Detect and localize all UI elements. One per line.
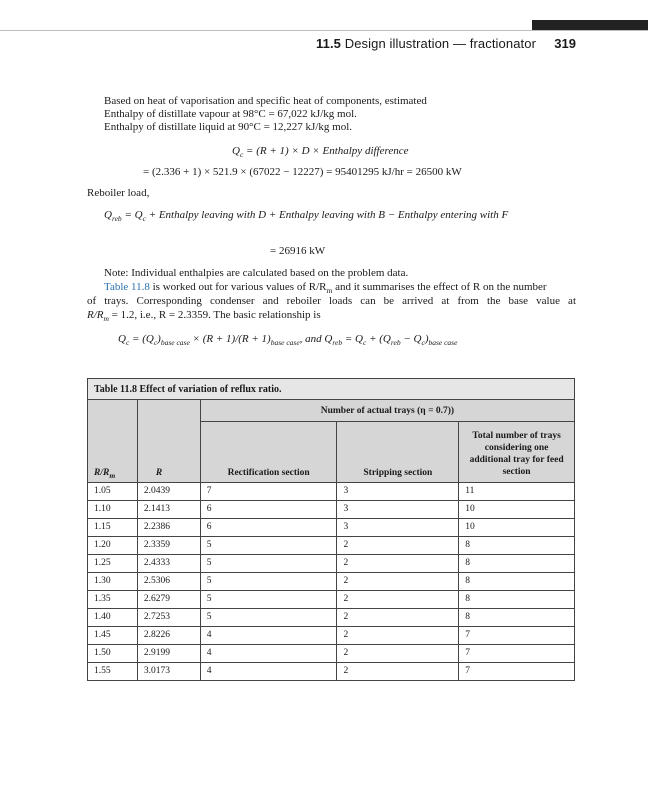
table-caption: Table 11.8 Effect of variation of reflux ratio.	[88, 379, 575, 400]
cell-rectification: 7	[200, 482, 337, 500]
cell-stripping: 2	[337, 590, 459, 608]
table-row	[88, 572, 575, 590]
cell-r: 2.2386	[137, 518, 200, 536]
cell-rrm: 1.50	[88, 644, 138, 662]
table-body	[88, 482, 575, 680]
cell-stripping: 3	[337, 518, 459, 536]
cell-stripping: 2	[337, 536, 459, 554]
cell-r: 2.8226	[137, 626, 200, 644]
table-row	[88, 626, 575, 644]
cell-r: 3.0173	[137, 662, 200, 680]
cell-rrm: 1.40	[88, 608, 138, 626]
cell-stripping: 3	[337, 500, 459, 518]
table-row	[88, 482, 575, 500]
cell-rectification: 6	[200, 500, 337, 518]
cell-total: 10	[459, 518, 575, 536]
cell-rectification: 4	[200, 662, 337, 680]
corner-cell	[88, 400, 138, 422]
cell-stripping: 2	[337, 608, 459, 626]
cell-rectification: 5	[200, 608, 337, 626]
cell-rrm: 1.30	[88, 572, 138, 590]
cell-rrm: 1.15	[88, 518, 138, 536]
cell-rectification: 5	[200, 554, 337, 572]
cell-stripping: 2	[337, 626, 459, 644]
col-header-stripping: Stripping section	[337, 422, 459, 483]
equation-condenser: $Q_c = (R + 1) \times D$ × Enthalpy difference	[232, 145, 409, 160]
table-row	[88, 644, 575, 662]
cell-r: 2.9199	[137, 644, 200, 662]
cell-rectification: 5	[200, 572, 337, 590]
table-row	[88, 536, 575, 554]
cell-total: 8	[459, 572, 575, 590]
cell-total: 8	[459, 554, 575, 572]
col-header-r: R	[137, 422, 200, 483]
page-number: 319	[554, 36, 576, 51]
cell-stripping: 2	[337, 554, 459, 572]
cell-rrm: 1.45	[88, 626, 138, 644]
section-number: 11.5	[316, 36, 342, 51]
cell-rrm: 1.05	[88, 482, 138, 500]
paragraph-line-3: $R/R_m = 1.2$, i.e., R = 2.3359. The basic relationship is	[87, 309, 321, 324]
cell-rrm: 1.10	[88, 500, 138, 518]
cell-rectification: 4	[200, 626, 337, 644]
text-line-2: Enthalpy of distillate vapour at 98°C = 67,022 kJ/kg mol.	[104, 108, 357, 120]
cell-total: 11	[459, 482, 575, 500]
note-line: Note: Individual enthalpies are calculated based on the problem data.	[104, 267, 409, 279]
cell-stripping: 3	[337, 482, 459, 500]
cell-r: 2.1413	[137, 500, 200, 518]
paragraph-line-2: of trays. Corresponding condenser and reboiler loads can be arrived at from the base value at	[87, 295, 576, 307]
cell-stripping: 2	[337, 644, 459, 662]
cell-total: 7	[459, 626, 575, 644]
cell-total: 8	[459, 536, 575, 554]
paragraph-line-1: Table 11.8 is worked out for various values of $R/R_m$ and it summarises the effect of R on the number	[104, 281, 547, 296]
col-header-total: Total number of trays considering one additional tray for feed section	[459, 422, 575, 483]
text-line-3: Enthalpy of distillate liquid at 90°C = 12,227 kJ/kg mol.	[104, 121, 353, 133]
cell-total: 7	[459, 644, 575, 662]
section-title: Design illustration — fractionator	[344, 36, 536, 51]
cell-total: 7	[459, 662, 575, 680]
equation-reboiler: $Q_{reb} = Q_c$ + Enthalpy leaving with D + Enthalpy leaving with B − Enthalpy entering with F	[104, 209, 509, 224]
col-header-rrm: $R/R_m$	[88, 422, 138, 483]
cell-r: 2.6279	[137, 590, 200, 608]
reboiler-label: Reboiler load,	[87, 187, 150, 199]
cell-r: 2.3359	[137, 536, 200, 554]
text-line-1: Based on heat of vaporisation and specific heat of components, estimated	[104, 95, 427, 107]
cell-stripping: 2	[337, 662, 459, 680]
cell-rrm: 1.55	[88, 662, 138, 680]
corner-cell	[137, 400, 200, 422]
cell-total: 8	[459, 608, 575, 626]
cell-total: 8	[459, 590, 575, 608]
table-row	[88, 608, 575, 626]
running-head	[316, 36, 536, 51]
cell-r: 2.4333	[137, 554, 200, 572]
cell-total: 10	[459, 500, 575, 518]
col-header-rectification: Rectification section	[200, 422, 337, 483]
table-row	[88, 518, 575, 536]
cell-rectification: 5	[200, 590, 337, 608]
cell-rectification: 4	[200, 644, 337, 662]
cell-rectification: 6	[200, 518, 337, 536]
cell-rectification: 5	[200, 536, 337, 554]
table-row	[88, 500, 575, 518]
table-row	[88, 662, 575, 680]
cell-r: 2.0439	[137, 482, 200, 500]
cell-rrm: 1.25	[88, 554, 138, 572]
reflux-table	[87, 378, 575, 681]
table-row	[88, 554, 575, 572]
table-row	[88, 590, 575, 608]
group-header: Number of actual trays (η = 0.7))	[200, 400, 574, 422]
table-reference-link[interactable]: Table 11.8	[104, 281, 150, 293]
cell-rrm: 1.20	[88, 536, 138, 554]
header-rule	[0, 30, 648, 31]
cell-stripping: 2	[337, 572, 459, 590]
cell-r: 2.5306	[137, 572, 200, 590]
equation-reboiler-value: = 26916 kW	[270, 245, 326, 257]
cell-rrm: 1.35	[88, 590, 138, 608]
equation-relationship: $Q_c = (Q_c)_{base case} \times (R + 1)/(R + 1)_{base case}$, and $Q_{reb} = Q_c + (Q_{reb} - Q_c)_{base case}$	[118, 333, 458, 348]
cell-r: 2.7253	[137, 608, 200, 626]
equation-condenser-value: = (2.336 + 1) × 521.9 × (67022 − 12227) = 95401295 kJ/hr = 26500 kW	[143, 166, 462, 178]
